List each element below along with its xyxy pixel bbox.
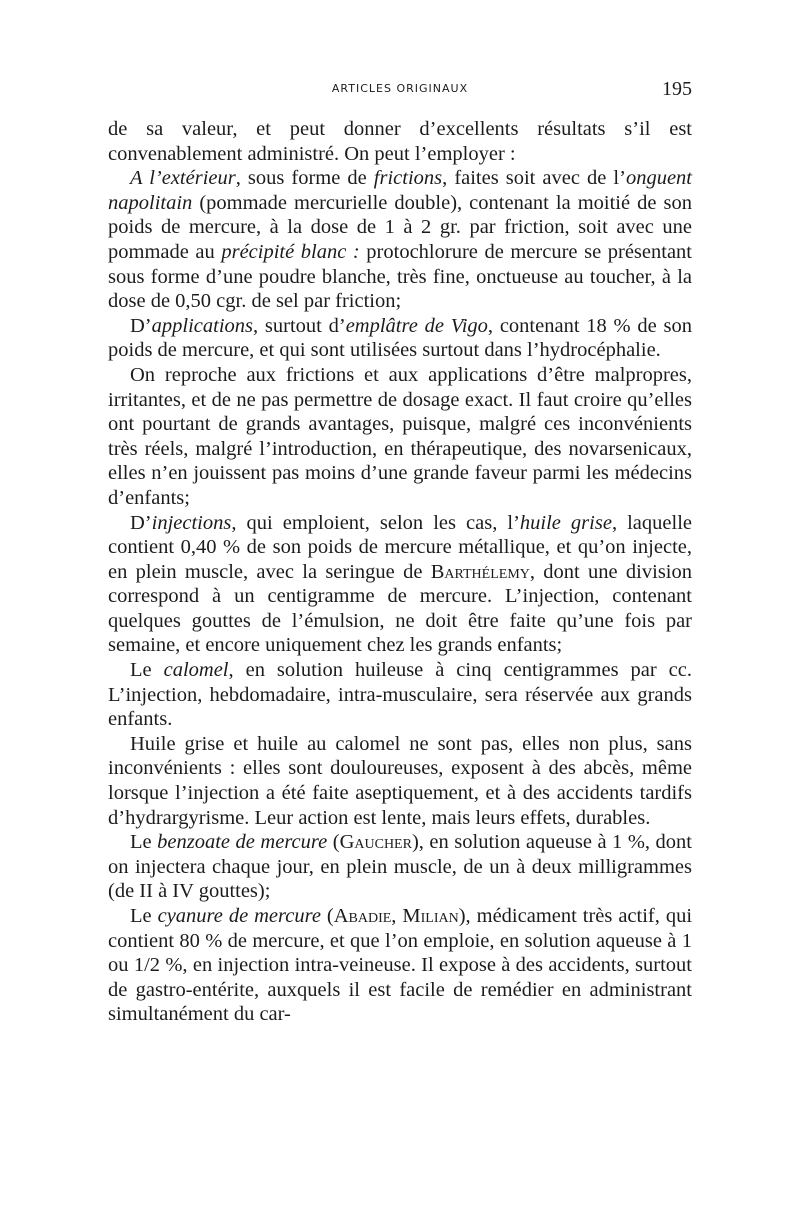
paragraph-7: Huile grise et huile au calomel ne sont pas, elles non plus, sans inconvénients : elles sont douloureuses, exposent à des abcès, même lorsque l’injection a été faite aseptiquement, et à des accidents tardifs d’hydrargyrisme. Leur action est lente, mais leurs effets, durables.	[108, 732, 692, 829]
paragraph-4: On reproche aux frictions et aux applications d’être malpropres, irritantes, et de ne pas permettre de dosage exact. Il faut croire qu’elles ont pourtant de grands avantages, puisque, malgré ces inconvénients très réels, malgré l’introduction, en thérapeutique, des novarsenicaux, elles n’en jouissent pas moins d’une grande faveur parmi les médecins d’enfants;	[108, 363, 692, 509]
page-number: 195	[662, 78, 692, 100]
paragraph-2: A l’extérieur, sous forme de frictions, faites soit avec de l’onguent napolitain (pommade mercurielle double), contenant la moitié de son poids de mercure, à la dose de 1 à 2 gr. par friction, soit avec une pommade au précipité blanc : protochlorure de mercure se présentant sous forme d’une poudre blanche, très fine, onctueuse au toucher, à la dose de 0,50 cgr. de sel par friction;	[108, 167, 692, 313]
term-injections: injections	[151, 511, 232, 534]
term-precipite-blanc: précipité blanc :	[221, 240, 360, 263]
running-head: ARTICLES ORIGINAUX	[331, 82, 469, 95]
term-applications: applications	[151, 314, 253, 337]
author-milian: Milian	[402, 905, 459, 927]
term-exterieur: A l’extérieur	[130, 167, 236, 190]
paragraph-9: Le cyanure de mercure (Abadie, Milian), médicament très actif, qui contient 80 % de mercure, et que l’on emploie, en solution aqueuse à 1 ou 1/2 %, en injection intra-veineuse. Il expose à des accidents, surtout de gastro-entérite, auxquels il est facile de remédier en administrant simultanément du car-	[108, 905, 693, 1026]
paragraph-8: Le benzoate de mercure (Gaucher), en solution aqueuse à 1 %, dont on injectera chaque jour, en plein muscle, de un à deux milligrammes (de II à IV gouttes);	[108, 831, 693, 903]
paragraph-5: D’injections, qui emploient, selon les cas, l’huile grise, laquelle contient 0,40 % de son poids de mercure métallique, et qu’on injecte, en plein muscle, avec la seringue de Barthélemy, dont une division correspond à un centigramme de mercure. L’injection, contenant quelques gouttes de l’émulsion, ne doit être faite qu’une fois par semaine, et encore uniquement chez les grands enfants;	[108, 511, 693, 657]
paragraph-3: D’applications, surtout d’emplâtre de Vigo, contenant 18 % de son poids de mercure, et qui sont utilisées surtout dans l’hydrocéphalie.	[108, 314, 693, 362]
author-gaucher: Gaucher	[339, 831, 412, 854]
term-benzoate-de-mercure: benzoate de mercure	[157, 831, 328, 854]
article-body	[108, 117, 692, 1027]
term-huile-grise: huile grise	[519, 511, 612, 534]
author-barthelemy: Barthélemy	[430, 560, 530, 583]
term-emplatre-de-vigo: emplâtre de Vigo	[345, 314, 488, 337]
page-header	[108, 78, 692, 102]
term-frictions: frictions	[373, 167, 443, 190]
paragraph-1: de sa valeur, et peut donner d’excellents résultats s’il est convenablement administré. On peut l’employer :	[108, 118, 692, 165]
author-abadie: Abadie	[333, 905, 392, 927]
paragraph-6: Le calomel, en solution huileuse à cinq centigrammes par cc. L’injection, hebdomadaire, intra-musculaire, sera réservée aux grands enfants.	[108, 659, 692, 731]
term-onguent-napolitain: onguent napolitain	[108, 167, 692, 214]
term-calomel: calomel	[163, 659, 229, 682]
term-cyanure-de-mercure: cyanure de mercure	[157, 905, 321, 927]
